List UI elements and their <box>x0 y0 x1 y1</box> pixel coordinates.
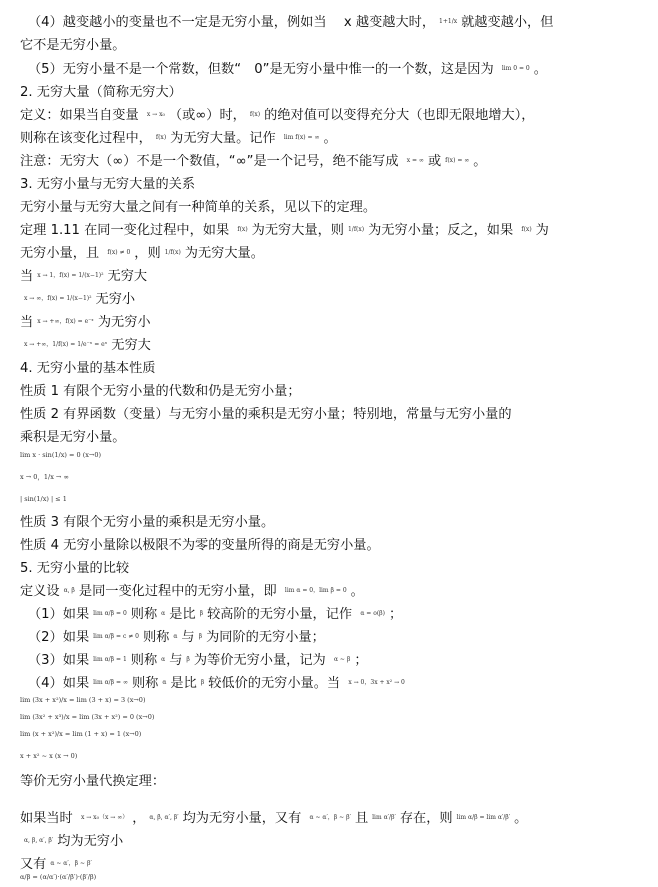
text-run: 无穷大 <box>111 338 151 353</box>
text-line <box>20 267 642 287</box>
text-run: 3. 无穷小量与无穷大量的关系 <box>20 177 196 192</box>
inline-formula: f(x) = ∞ <box>445 157 470 164</box>
text-line <box>20 809 642 829</box>
text-run: （或∞）时， <box>168 108 246 123</box>
text-run: 为无穷大量。记作 <box>170 131 280 146</box>
text-line <box>20 832 642 852</box>
text-line <box>20 290 642 310</box>
inline-formula: f(x) <box>521 226 532 233</box>
text-run: 等价无穷小量代换定理： <box>20 774 166 789</box>
text-run: 且 <box>354 811 369 826</box>
text-run: 定理 1.11 在同一变化过程中，如果 <box>20 223 234 238</box>
text-line <box>20 221 642 241</box>
inline-formula: lim α/β = 0 <box>93 610 127 617</box>
text-run: 为等价无穷小量，记为 <box>193 653 330 668</box>
text-run: 就越变越小，但 <box>461 15 554 30</box>
text-run: ； <box>388 607 403 622</box>
inline-formula: lim α/β = c ≠ 0 <box>93 633 139 640</box>
text-run: （4）越变越小的变量也不一定是无穷小量，例如当 <box>28 15 331 30</box>
text-run: ， <box>132 811 146 826</box>
text-line <box>20 772 642 792</box>
text-run: 均为无穷小量，又有 <box>182 811 306 826</box>
inline-formula: x → +∞，1/f(x) = 1/e⁻ˣ = eˣ <box>24 341 108 348</box>
text-run: 为 <box>535 223 549 238</box>
text-run: （4）如果 <box>28 676 90 691</box>
text-run: ； <box>354 653 368 668</box>
text-run: 2. 无穷大量（简称无穷大） <box>20 85 182 100</box>
text-line <box>20 152 642 172</box>
text-line <box>20 559 642 579</box>
text-run: 是比 <box>170 676 197 691</box>
text-run: 性质 2 有界函数（变量）与无穷小量的乘积是无穷小量；特别地，常量与无穷小量的 <box>20 407 512 422</box>
text-run: 为同阶的无穷小量； <box>206 630 325 645</box>
inline-formula: x → +∞，f(x) = e⁻ˣ <box>37 318 94 325</box>
text-run: 性质 3 有限个无穷小量的乘积是无穷小量。 <box>20 515 275 530</box>
text-run: 当 <box>20 315 34 330</box>
inline-formula: lim α/β = ∞ <box>93 679 128 686</box>
text-run: 较高阶的无穷小量，记作 <box>207 607 357 622</box>
text-run: 它不是无穷小量。 <box>20 38 126 53</box>
text-run: ，则 <box>134 246 161 261</box>
inline-formula: 1/f(x) <box>347 226 365 233</box>
inline-formula: α <box>173 633 178 640</box>
text-line <box>20 405 642 425</box>
inline-formula: 1/f(x) <box>164 249 181 256</box>
text-run: 为无穷小量；反之，如果 <box>368 223 518 238</box>
inline-formula: f(x) <box>237 226 248 233</box>
text-run: 。 <box>533 62 547 77</box>
text-run: 注意：无穷大（∞）不是一个数值，“∞”是一个记号，绝不能写成 <box>20 154 403 169</box>
text-run: 与 <box>169 653 183 668</box>
text-line <box>20 36 642 56</box>
text-run: （1）如果 <box>28 607 90 622</box>
formula-line: x + x² ~ x (x → 0) <box>20 752 78 760</box>
text-line <box>20 536 642 556</box>
text-run: 定义设 <box>20 584 60 599</box>
text-run: 与 <box>181 630 195 645</box>
text-line <box>20 106 642 126</box>
text-run: 无穷小 <box>95 292 136 307</box>
inline-formula: lim α/β = lim α′/β′ <box>456 814 511 821</box>
inline-formula: f(x) <box>249 111 261 118</box>
text-line <box>20 336 642 356</box>
text-run: （2）如果 <box>28 630 90 645</box>
text-line <box>20 83 642 103</box>
inline-formula: α = o(β) <box>360 610 385 617</box>
inline-formula: 1+1/x <box>439 18 458 25</box>
inline-formula: α ~ α′，β ~ β′ <box>50 860 92 867</box>
text-run: 定义：如果当自变量 <box>20 108 143 123</box>
text-run: 。 <box>473 154 487 169</box>
text-run: 的绝对值可以变得充分大（也即无限地增大）， <box>264 108 535 123</box>
formula-line: lim (3x² + x³)/x = lim (3x + x²) = 0 (x→0) <box>20 713 155 721</box>
text-line <box>20 382 642 402</box>
text-line <box>20 428 642 448</box>
text-line <box>28 628 642 648</box>
inline-formula: x → ∞，f(x) = 1/(x−1)² <box>24 295 92 302</box>
text-run: 为无穷小 <box>97 315 151 330</box>
inline-formula: β <box>200 679 205 686</box>
inline-formula: β <box>198 633 203 640</box>
inline-formula: α <box>162 679 167 686</box>
text-run: 则称在该变化过程中， <box>20 131 152 146</box>
formula-line: | sin(1/x) | ≤ 1 <box>20 495 67 503</box>
text-run: 为无穷大量。 <box>184 246 264 261</box>
inline-formula: lim α/β = 1 <box>93 656 127 663</box>
inline-formula: α ~ α′，β ~ β′ <box>309 814 351 821</box>
formula-line: α/β = (α/α′)·(α′/β′)·(β′/β) <box>20 873 97 881</box>
text-line <box>20 313 642 333</box>
formula-line: lim (x + x²)/x = lim (1 + x) = 1 (x→0) <box>20 730 142 738</box>
text-line <box>28 605 642 625</box>
inline-formula: α <box>161 610 166 617</box>
text-run: x 越变越大时， <box>330 15 436 30</box>
text-run: 是比 <box>169 607 196 622</box>
inline-formula: α <box>161 656 166 663</box>
text-run: 性质 4 无穷小量除以极限不为零的变量所得的商是无穷小量。 <box>20 538 380 553</box>
text-run: 则称 <box>130 653 158 668</box>
text-run: 存在，则 <box>399 811 453 826</box>
text-line <box>20 198 642 218</box>
text-line <box>20 582 642 602</box>
inline-formula: x = ∞ <box>406 157 424 164</box>
formula-line: lim (3x + x²)/x = lim (3 + x) = 3 (x→0) <box>20 696 146 704</box>
text-line <box>20 175 642 195</box>
text-run: 当 <box>20 269 34 284</box>
text-line <box>28 651 642 671</box>
text-run: 则称 <box>142 630 170 645</box>
text-line <box>20 855 642 875</box>
text-line <box>28 13 642 33</box>
inline-formula: x → x₀ <box>146 111 165 118</box>
text-run: 性质 1 有限个无穷小量的代数和仍是无穷小量； <box>20 384 301 399</box>
text-line <box>20 359 642 379</box>
formula-line: x → 0，1/x → ∞ <box>20 473 69 481</box>
inline-formula: x → 0，3x + x² → 0 <box>348 679 405 686</box>
inline-formula: x → 1，f(x) = 1/(x−1)² <box>37 272 104 279</box>
text-run: （3）如果 <box>28 653 90 668</box>
text-run: 4. 无穷小量的基本性质 <box>20 361 156 376</box>
inline-formula: β <box>186 656 190 663</box>
text-run: 较低价的无穷小量。当 <box>208 676 345 691</box>
text-line <box>20 513 642 533</box>
inline-formula: α, β, α′, β′ <box>149 814 179 821</box>
text-run: 如果当时 <box>20 811 77 826</box>
inline-formula: α, β <box>63 587 75 594</box>
text-run: 。 <box>323 131 337 146</box>
inline-formula: β <box>199 610 204 617</box>
text-run: 。 <box>514 811 528 826</box>
formula-line: lim x · sin(1/x) = 0 (x→0) <box>20 451 102 459</box>
text-run: 是同一变化过程中的无穷小量，即 <box>78 584 281 599</box>
text-line <box>28 60 642 80</box>
text-run: （5）无穷小量不是一个常数，但数“ 0”是无穷小量中惟一的一个数，这是因为 <box>28 62 498 77</box>
inline-formula: lim f(x) = ∞ <box>283 134 320 141</box>
inline-formula: α ~ β <box>333 656 351 663</box>
text-run: 或 <box>427 154 442 169</box>
inline-formula: lim α′/β′ <box>372 814 396 821</box>
text-run: 为无穷大量，则 <box>251 223 344 238</box>
text-run: 则称 <box>131 676 159 691</box>
text-line <box>28 674 642 694</box>
text-run: 5. 无穷小量的比较 <box>20 561 130 576</box>
inline-formula: lim 0 = 0 <box>501 65 530 72</box>
text-run: 均为无穷小 <box>57 834 124 849</box>
text-run: 无穷大 <box>107 269 148 284</box>
inline-formula: f(x) <box>155 134 167 141</box>
inline-formula: x → x₀（x → ∞） <box>80 814 129 821</box>
text-run: 。 <box>350 584 364 599</box>
text-line <box>20 244 642 264</box>
text-run: 则称 <box>130 607 158 622</box>
text-line <box>20 129 642 149</box>
inline-formula: lim α = 0，lim β = 0 <box>284 587 347 594</box>
text-run: 无穷小量与无穷大量之间有一种简单的关系，见以下的定理。 <box>20 200 377 215</box>
text-run: 又有 <box>20 857 47 872</box>
text-run: 无穷小量，且 <box>20 246 104 261</box>
inline-formula: f(x) ≠ 0 <box>107 249 131 256</box>
inline-formula: α, β, α′, β′ <box>24 837 54 844</box>
text-run: 乘积是无穷小量。 <box>20 430 126 445</box>
